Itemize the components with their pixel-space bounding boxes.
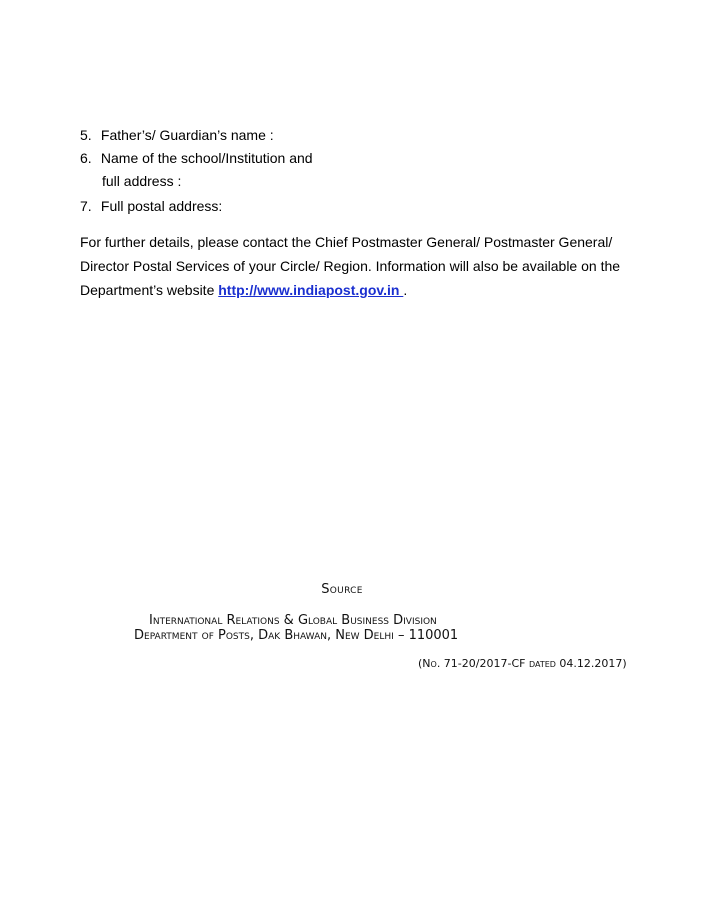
source-reference: (No. 71-20/2017-CF dated 04.12.2017) bbox=[418, 657, 627, 670]
source-division: International Relations & Global Business Division bbox=[149, 613, 437, 628]
details-line-1: For further details, please contact the Chief Postmaster General/ Postmaster General/ bbox=[80, 234, 613, 250]
form-item-number: 5. bbox=[80, 127, 92, 143]
source-department: Department of Posts, Dak Bhawan, New Delhi – 110001 bbox=[134, 628, 459, 643]
form-item-5 bbox=[80, 126, 274, 144]
details-line-3-suffix: . bbox=[403, 282, 408, 298]
details-line-2: Director Postal Services of your Circle/ Region. Information will also be available on the bbox=[80, 258, 621, 274]
form-item-label: Father’s/ Guardian’s name : bbox=[100, 127, 274, 143]
form-item-number: 7. bbox=[80, 198, 92, 214]
source-heading: Source bbox=[321, 582, 363, 597]
details-line-3 bbox=[80, 281, 680, 299]
form-item-label: Name of the school/Institution and bbox=[100, 150, 313, 166]
form-item-7 bbox=[80, 197, 222, 215]
indiapost-website-link[interactable]: http://www.indiapost.gov.in bbox=[218, 282, 404, 298]
form-item-label: Full postal address: bbox=[100, 198, 223, 214]
form-item-number: 6. bbox=[80, 150, 92, 166]
form-item-6-continuation: full address : bbox=[102, 173, 182, 189]
details-line-3-prefix: Department’s website bbox=[80, 282, 219, 298]
form-item-6 bbox=[80, 149, 313, 167]
